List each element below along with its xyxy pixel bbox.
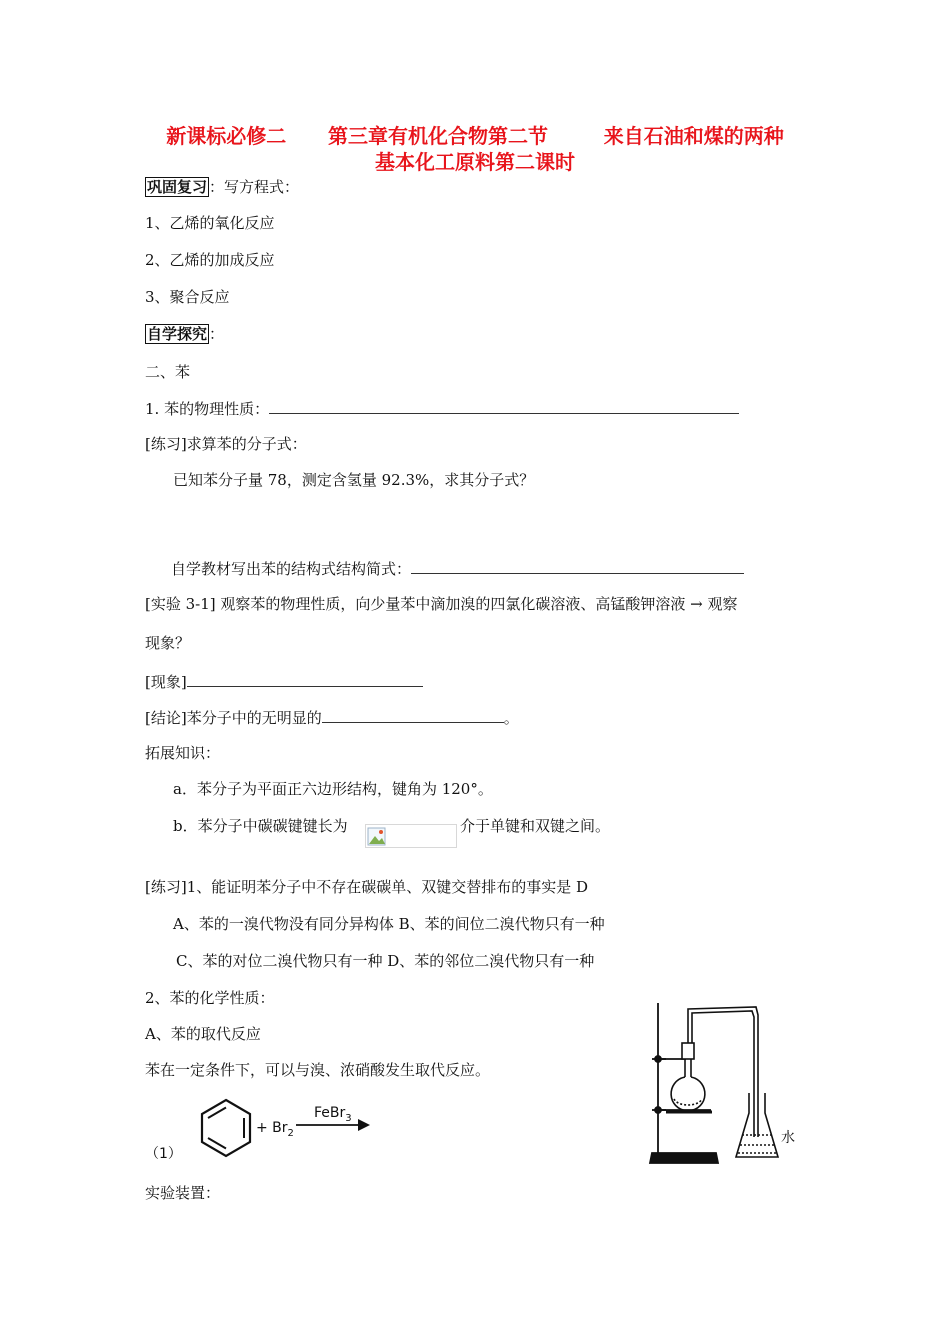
apparatus-diagram bbox=[636, 995, 816, 1170]
structure-label: 自学教材写出苯的结构式结构简式： bbox=[171, 560, 412, 578]
benzene-ring-icon bbox=[202, 1100, 250, 1156]
phenomenon-line bbox=[145, 671, 423, 692]
extension-b-pre: b．苯分子中碳碳键键长为 bbox=[173, 817, 348, 835]
exercise1-options-cd: C、苯的对位二溴代物只有一种 D、苯的邻位二溴代物只有一种 bbox=[176, 952, 595, 970]
exercise1-options-ab: A、苯的一溴代物没有同分异构体 B、苯的间位二溴代物只有一种 bbox=[173, 915, 605, 933]
structure-blank[interactable] bbox=[411, 558, 744, 574]
self-study-heading: 自学探究 bbox=[147, 325, 208, 343]
physical-props-blank[interactable] bbox=[269, 398, 739, 414]
physical-props-label: 1. 苯的物理性质： bbox=[145, 400, 270, 418]
apparatus-label: 实验装置： bbox=[145, 1184, 221, 1202]
water-label: 水 bbox=[781, 1130, 795, 1146]
substitution-subheading: A、苯的取代反应 bbox=[145, 1025, 261, 1043]
erlenmeyer-flask-icon bbox=[736, 1093, 778, 1157]
review-item-1: 1、乙烯的氧化反应 bbox=[145, 214, 275, 232]
conclusion-line bbox=[145, 707, 519, 728]
self-study-line bbox=[145, 324, 224, 344]
title-line-2: 基本化工原料第二课时 bbox=[375, 150, 575, 174]
self-study-suffix: ： bbox=[209, 325, 225, 343]
conclusion-label: [结论]苯分子中的无明显的 bbox=[145, 709, 322, 727]
title-line-1: 新课标必修二 第三章有机化合物第二节 来自石油和煤的两种 bbox=[166, 124, 784, 148]
broken-image-icon bbox=[367, 827, 387, 847]
extension-heading: 拓展知识： bbox=[145, 744, 221, 762]
review-heading: 巩固复习 bbox=[147, 178, 208, 196]
formula-problem: 已知苯分子量 78，测定含氢量 92.3%，求其分子式？ bbox=[173, 471, 535, 489]
extension-b-post: 介于单键和双键之间。 bbox=[460, 817, 611, 835]
structure-line bbox=[171, 558, 744, 579]
round-flask-icon bbox=[666, 1043, 712, 1112]
substitution-text: 苯在一定条件下，可以与溴、浓硝酸发生取代反应。 bbox=[145, 1061, 491, 1079]
phenomenon-label: [现象] bbox=[145, 673, 187, 691]
exercise1-stem: [练习]1、能证明苯分子中不存在碳碳单、双键交替排布的事实是 D bbox=[145, 878, 589, 896]
phenomenon-blank[interactable] bbox=[187, 671, 423, 687]
chem-props-heading: 2、苯的化学性质： bbox=[145, 989, 275, 1007]
review-item-2: 2、乙烯的加成反应 bbox=[145, 251, 275, 269]
catalyst-febr3: FeBr$_3$ bbox=[314, 1105, 352, 1124]
reaction-scheme bbox=[140, 1090, 380, 1170]
conclusion-end: 。 bbox=[503, 709, 519, 727]
experiment-cont: 现象？ bbox=[145, 634, 191, 652]
reaction-number: （1） bbox=[145, 1146, 182, 1162]
review-item-3: 3、聚合反应 bbox=[145, 288, 230, 306]
physical-props-line bbox=[145, 398, 739, 419]
ring-stand-icon bbox=[650, 1003, 718, 1163]
experiment-text: [实验 3-1] 观察苯的物理性质，向少量苯中滴加溴的四氯化碳溶液、高锰酸钾溶液 → 观察 bbox=[145, 595, 738, 613]
broken-image-placeholder bbox=[365, 824, 457, 848]
reagent-br2: + $Br_2$ bbox=[256, 1120, 294, 1139]
conclusion-blank[interactable] bbox=[322, 707, 504, 723]
review-prompt: ：写方程式： bbox=[209, 178, 300, 196]
extension-a: a．苯分子为平面正六边形结构，键角为 120°。 bbox=[173, 780, 493, 798]
exercise-formula: [练习]求算苯的分子式： bbox=[145, 435, 307, 453]
section-heading: 二、苯 bbox=[145, 363, 191, 381]
review-line bbox=[145, 177, 299, 197]
